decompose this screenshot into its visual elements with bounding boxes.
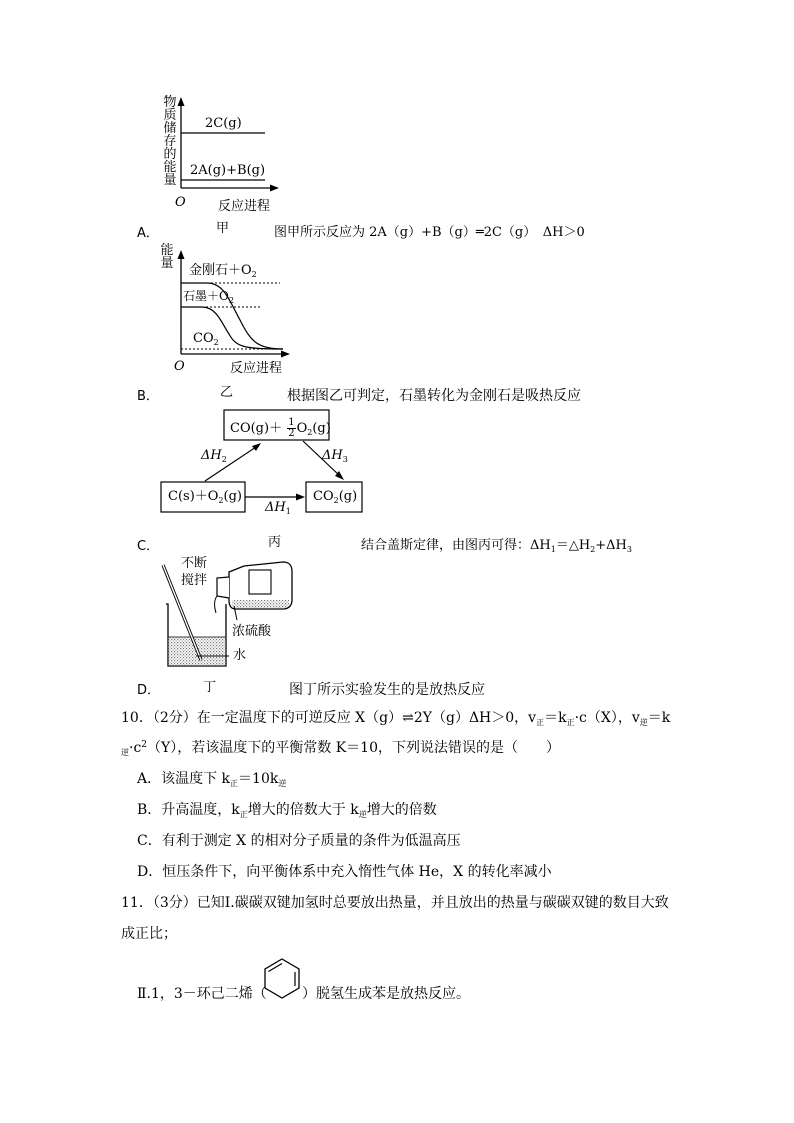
figure-c-dh2: $\Delta H_2$ <box>201 448 227 464</box>
question-10-line-2: $_逆\cdot c^2(Y)$，若该温度下的平衡常数 K＝10，下列说法错误的是（ ） <box>121 740 560 757</box>
figure-b-diamond-level: 金刚石$+O_2$ <box>189 263 257 279</box>
figure-a-lower-level: 2A(g)+B(g) <box>190 163 266 178</box>
option-b-letter: B． <box>137 389 159 404</box>
option-a-letter: A． <box>137 226 159 241</box>
question-11-line-3-start: Ⅱ.1，3－环己二烯（ <box>137 986 267 1002</box>
figure-c-dh3: $\Delta H_3$ <box>322 448 348 464</box>
figure-c-right-box: $CO_2(g)$ <box>313 489 358 505</box>
figure-d-stir-label-2: 搅拌 <box>181 573 208 588</box>
question-10-option-b: B．升高温度，$k_正$增大的倍数大于 $k_逆$增大的倍数 <box>137 802 437 819</box>
option-d-letter: D． <box>137 683 161 698</box>
question-11-line-1: 11．（3分）已知Ⅰ.碳碳双键加氢时总要放出热量，并且放出的热量与碳碳双键的数目大致 <box>121 895 669 911</box>
figure-b-x-label: 反应进程 <box>230 361 283 376</box>
question-10-option-c: C．有利于测定 X 的相对分子质量的条件为低温高压 <box>137 833 461 849</box>
figure-b-graphite-level: 石墨$+O_2$ <box>183 289 234 305</box>
figure-c-dh1: $\Delta H_1$ <box>265 500 291 516</box>
figure-c-caption: 丙 <box>268 535 282 550</box>
option-d-statement: 图丁所示实验发生的是放热反应 <box>289 682 485 698</box>
option-c-letter: C． <box>137 539 160 554</box>
question-10-line-1: 10．（2分）在一定温度下的可逆反应 X（g）⇌2Y（g）ΔH＞0，$v_正=k_正\cdot c(X)$，$v_逆=k$ <box>121 710 671 727</box>
figure-d-acid-label: 浓硫酸 <box>232 624 272 639</box>
figure-a-y-label: 物质储存的能量 <box>163 95 177 188</box>
figure-c-top-box: CO(g)＋ $\frac{1}{2}$ $O_2(g)$ <box>230 417 331 439</box>
figure-a-origin: O <box>175 195 186 210</box>
figure-c-left-box: $C(s)+O_2(g)$ <box>168 489 242 505</box>
figure-d-water-label: 水 <box>233 648 247 663</box>
figure-b-y-label: 能量 <box>160 243 174 271</box>
figure-a-caption: 甲 <box>216 221 230 236</box>
question-11-line-2: 成正比； <box>121 926 177 942</box>
question-11-line-3-end: ）脱氢生成苯是放热反应。 <box>302 986 470 1002</box>
figure-b-co2-level: $CO_2$ <box>193 331 219 347</box>
question-10-option-d: D．恒压条件下，向平衡体系中充入惰性气体 He，X 的转化率减小 <box>137 864 552 880</box>
figure-b-caption: 乙 <box>220 385 234 400</box>
figure-a-x-label: 反应进程 <box>218 199 271 214</box>
figure-a-upper-level: 2C(g) <box>205 116 242 131</box>
figure-d-stir-label: 不断 <box>181 556 208 571</box>
figure-b-origin: O <box>174 359 185 374</box>
option-c-statement: 结合盖斯定律，由图丙可得：$\Delta H_1=\triangle H_2+\Delta H_3$ <box>361 538 632 554</box>
figure-d-caption: 丁 <box>203 680 217 695</box>
option-b-statement: 根据图乙可判定，石墨转化为金刚石是吸热反应 <box>287 388 581 404</box>
question-10-option-a: A．该温度下 $k_正=10k_逆$ <box>137 771 287 788</box>
figure-c-fraction: $\frac{1}{2}$ <box>288 417 295 439</box>
option-a-statement: 图甲所示反应为 2A（g）+B（g）═2C（g） ΔH＞0 <box>274 225 585 240</box>
